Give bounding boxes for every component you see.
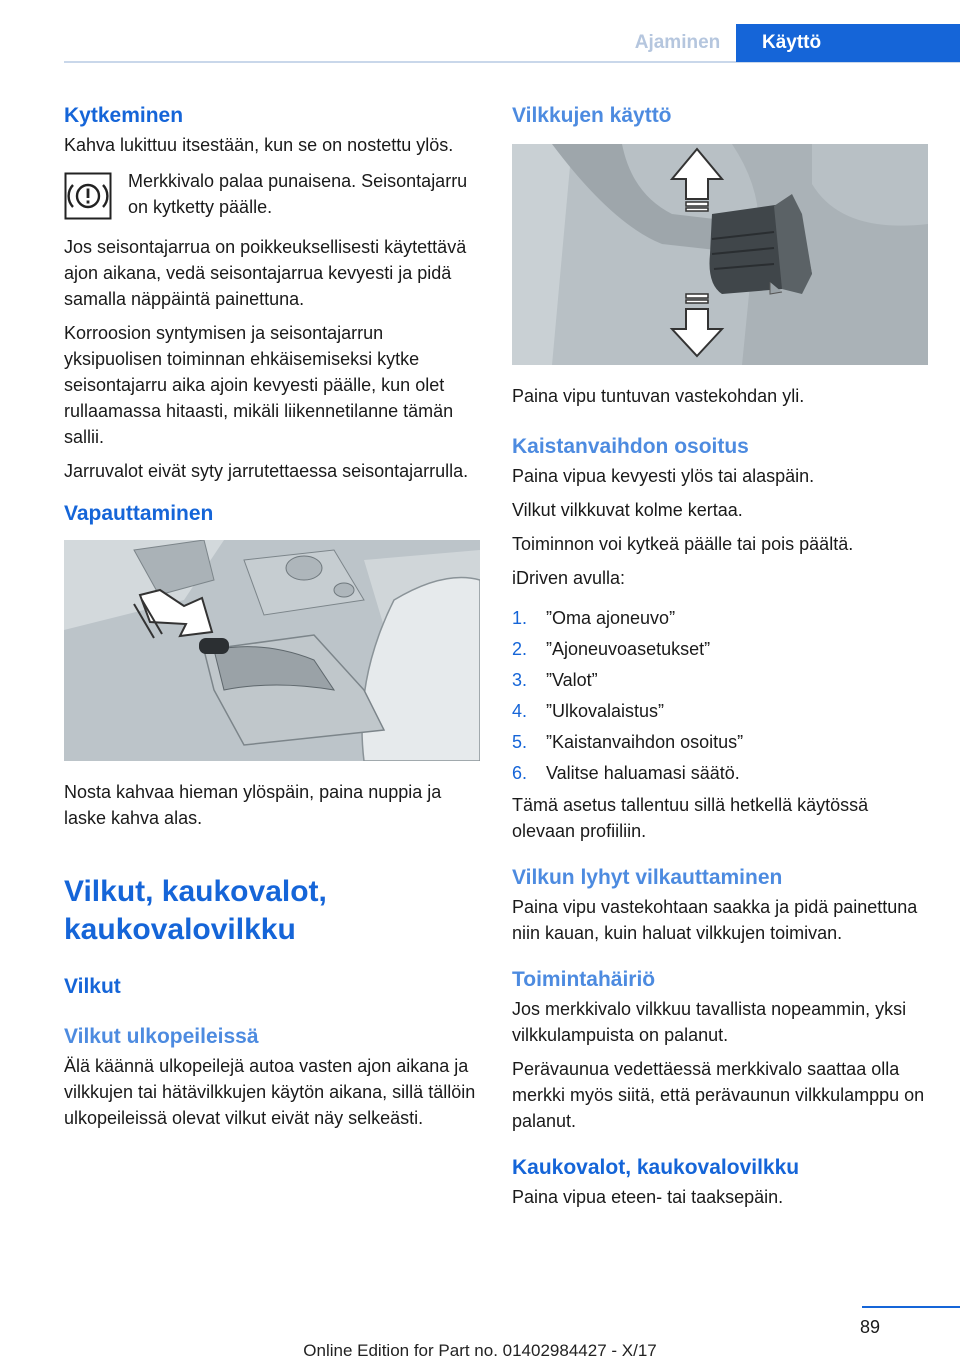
paragraph-jarruvalot: Jarruvalot eivät syty jarrutettaessa seisontajarrulla. <box>64 461 469 481</box>
kaukovalot-heading: Kaukovalot, kaukovalovilkku <box>512 1156 800 1179</box>
header-tab-ajaminen[interactable]: Ajaminen <box>634 32 721 53</box>
page-number: 89 <box>860 1317 881 1337</box>
footer-rule <box>862 1306 960 1308</box>
kytkeminen-text: Kahva lukittuu itsestään, kun se on nostettu ylös. <box>64 135 454 155</box>
list-item: 2. ”Ajoneuvoasetukset” <box>512 639 711 659</box>
section-heading-vilkut-kaukovalot: Vilkut, kaukovalot, kaukovalovilkku <box>64 875 327 946</box>
warning-row <box>64 168 480 220</box>
vilkut-ulkopeileissa-heading: Vilkut ulkopeileissä <box>64 1025 259 1048</box>
kaistanvaihto-text-4: iDriven avulla: <box>512 568 626 588</box>
lyhyt-vilkautus-text: Paina vipu vastekohtaan saakka ja pidä painettuna niin kauan, kuin haluat vilkkujen toimivan. <box>512 897 918 943</box>
kaistanvaihto-text-1: Paina vipua kevyesti ylös tai alaspäin. <box>512 466 815 486</box>
kytkeminen-heading: Kytkeminen <box>64 104 184 127</box>
handbrake-illustration <box>64 540 480 761</box>
kaukovalot-text: Paina vipua eteen- tai taaksepäin. <box>512 1187 784 1207</box>
right-column <box>512 100 928 1218</box>
vilkut-heading: Vilkut <box>64 975 121 998</box>
footer-edition: Online Edition for Part no. 01402984427 - X/17 <box>303 1341 657 1360</box>
kaistanvaihto-text-5: Tämä asetus tallentuu sillä hetkellä käytössä olevaan profiiliin. <box>512 795 869 841</box>
list-item: 3. ”Valot” <box>512 670 598 690</box>
list-item: 1. ”Oma ajoneuvo” <box>512 608 676 628</box>
parking-brake-warning-icon <box>64 172 112 220</box>
list-item: 4. ”Ulkovalaistus” <box>512 701 665 721</box>
vilkkujen-kaytto-caption: Paina vipu tuntuvan vastekohdan yli. <box>512 386 805 406</box>
toimintahairio-text-2: Perävaunua vedettäessä merkkivalo saattaa olla merkki myös siitä, että perävaunun vilkkulamppu on palanut. <box>512 1059 925 1131</box>
kaistanvaihto-text-3: Toiminnon voi kytkeä päälle tai pois päältä. <box>512 534 854 554</box>
vilkkujen-kaytto-heading: Vilkkujen käyttö <box>512 104 672 127</box>
left-column <box>64 100 480 1139</box>
kaistanvaihto-heading: Kaistanvaihdon osoitus <box>512 435 749 458</box>
header-tab-kaytto[interactable]: Käyttö <box>736 24 960 62</box>
toimintahairio-heading: Toimintahäiriö <box>512 968 656 991</box>
paragraph-korroosio: Korroosion syntymisen ja seisontajarrun yksipuolisen toiminnan ehkäisemiseksi kytke seisontajarru aika ajoin kevyesti päälle, kun olet rullaamassa hitaasti, mikäli liikennetilanne tämän sallii. <box>64 323 454 447</box>
warning-text: Merkkivalo palaa punaisena. Seisontajarru on kytketty päälle. <box>128 171 468 217</box>
toimintahairio-text-1: Jos merkkivalo vilkkuu tavallista nopeammin, yksi vilkkulampuista on palanut. <box>512 999 907 1045</box>
list-item: 6. Valitse haluamasi säätö. <box>512 763 740 783</box>
idrive-steps-list <box>512 605 928 786</box>
vapauttaminen-heading: Vapauttaminen <box>64 502 214 525</box>
vilkut-ulkopeileissa-text: Älä käännä ulkopeilejä autoa vasten ajon aikana ja vilkkujen tai hätävilkkujen käytön aikana, sillä tällöin ulkopeileissä olevat vilkut eivät näy selkeästi. <box>64 1056 476 1128</box>
list-item: 5. ”Kaistanvaihdon osoitus” <box>512 732 744 752</box>
turn-signal-lever-illustration <box>512 144 928 365</box>
lyhyt-vilkautus-heading: Vilkun lyhyt vilkauttaminen <box>512 866 783 889</box>
kaistanvaihto-text-2: Vilkut vilkkuvat kolme kertaa. <box>512 500 743 520</box>
vapauttaminen-caption: Nosta kahvaa hieman ylöspäin, paina nuppia ja laske kahva alas. <box>64 782 442 828</box>
paragraph-kaytto-ajossa: Jos seisontajarrua on poikkeuksellisesti käytettävä ajon aikana, vedä seisontajarrua kevyesti ja pidä samalla näppäintä painettuna. <box>64 237 467 309</box>
